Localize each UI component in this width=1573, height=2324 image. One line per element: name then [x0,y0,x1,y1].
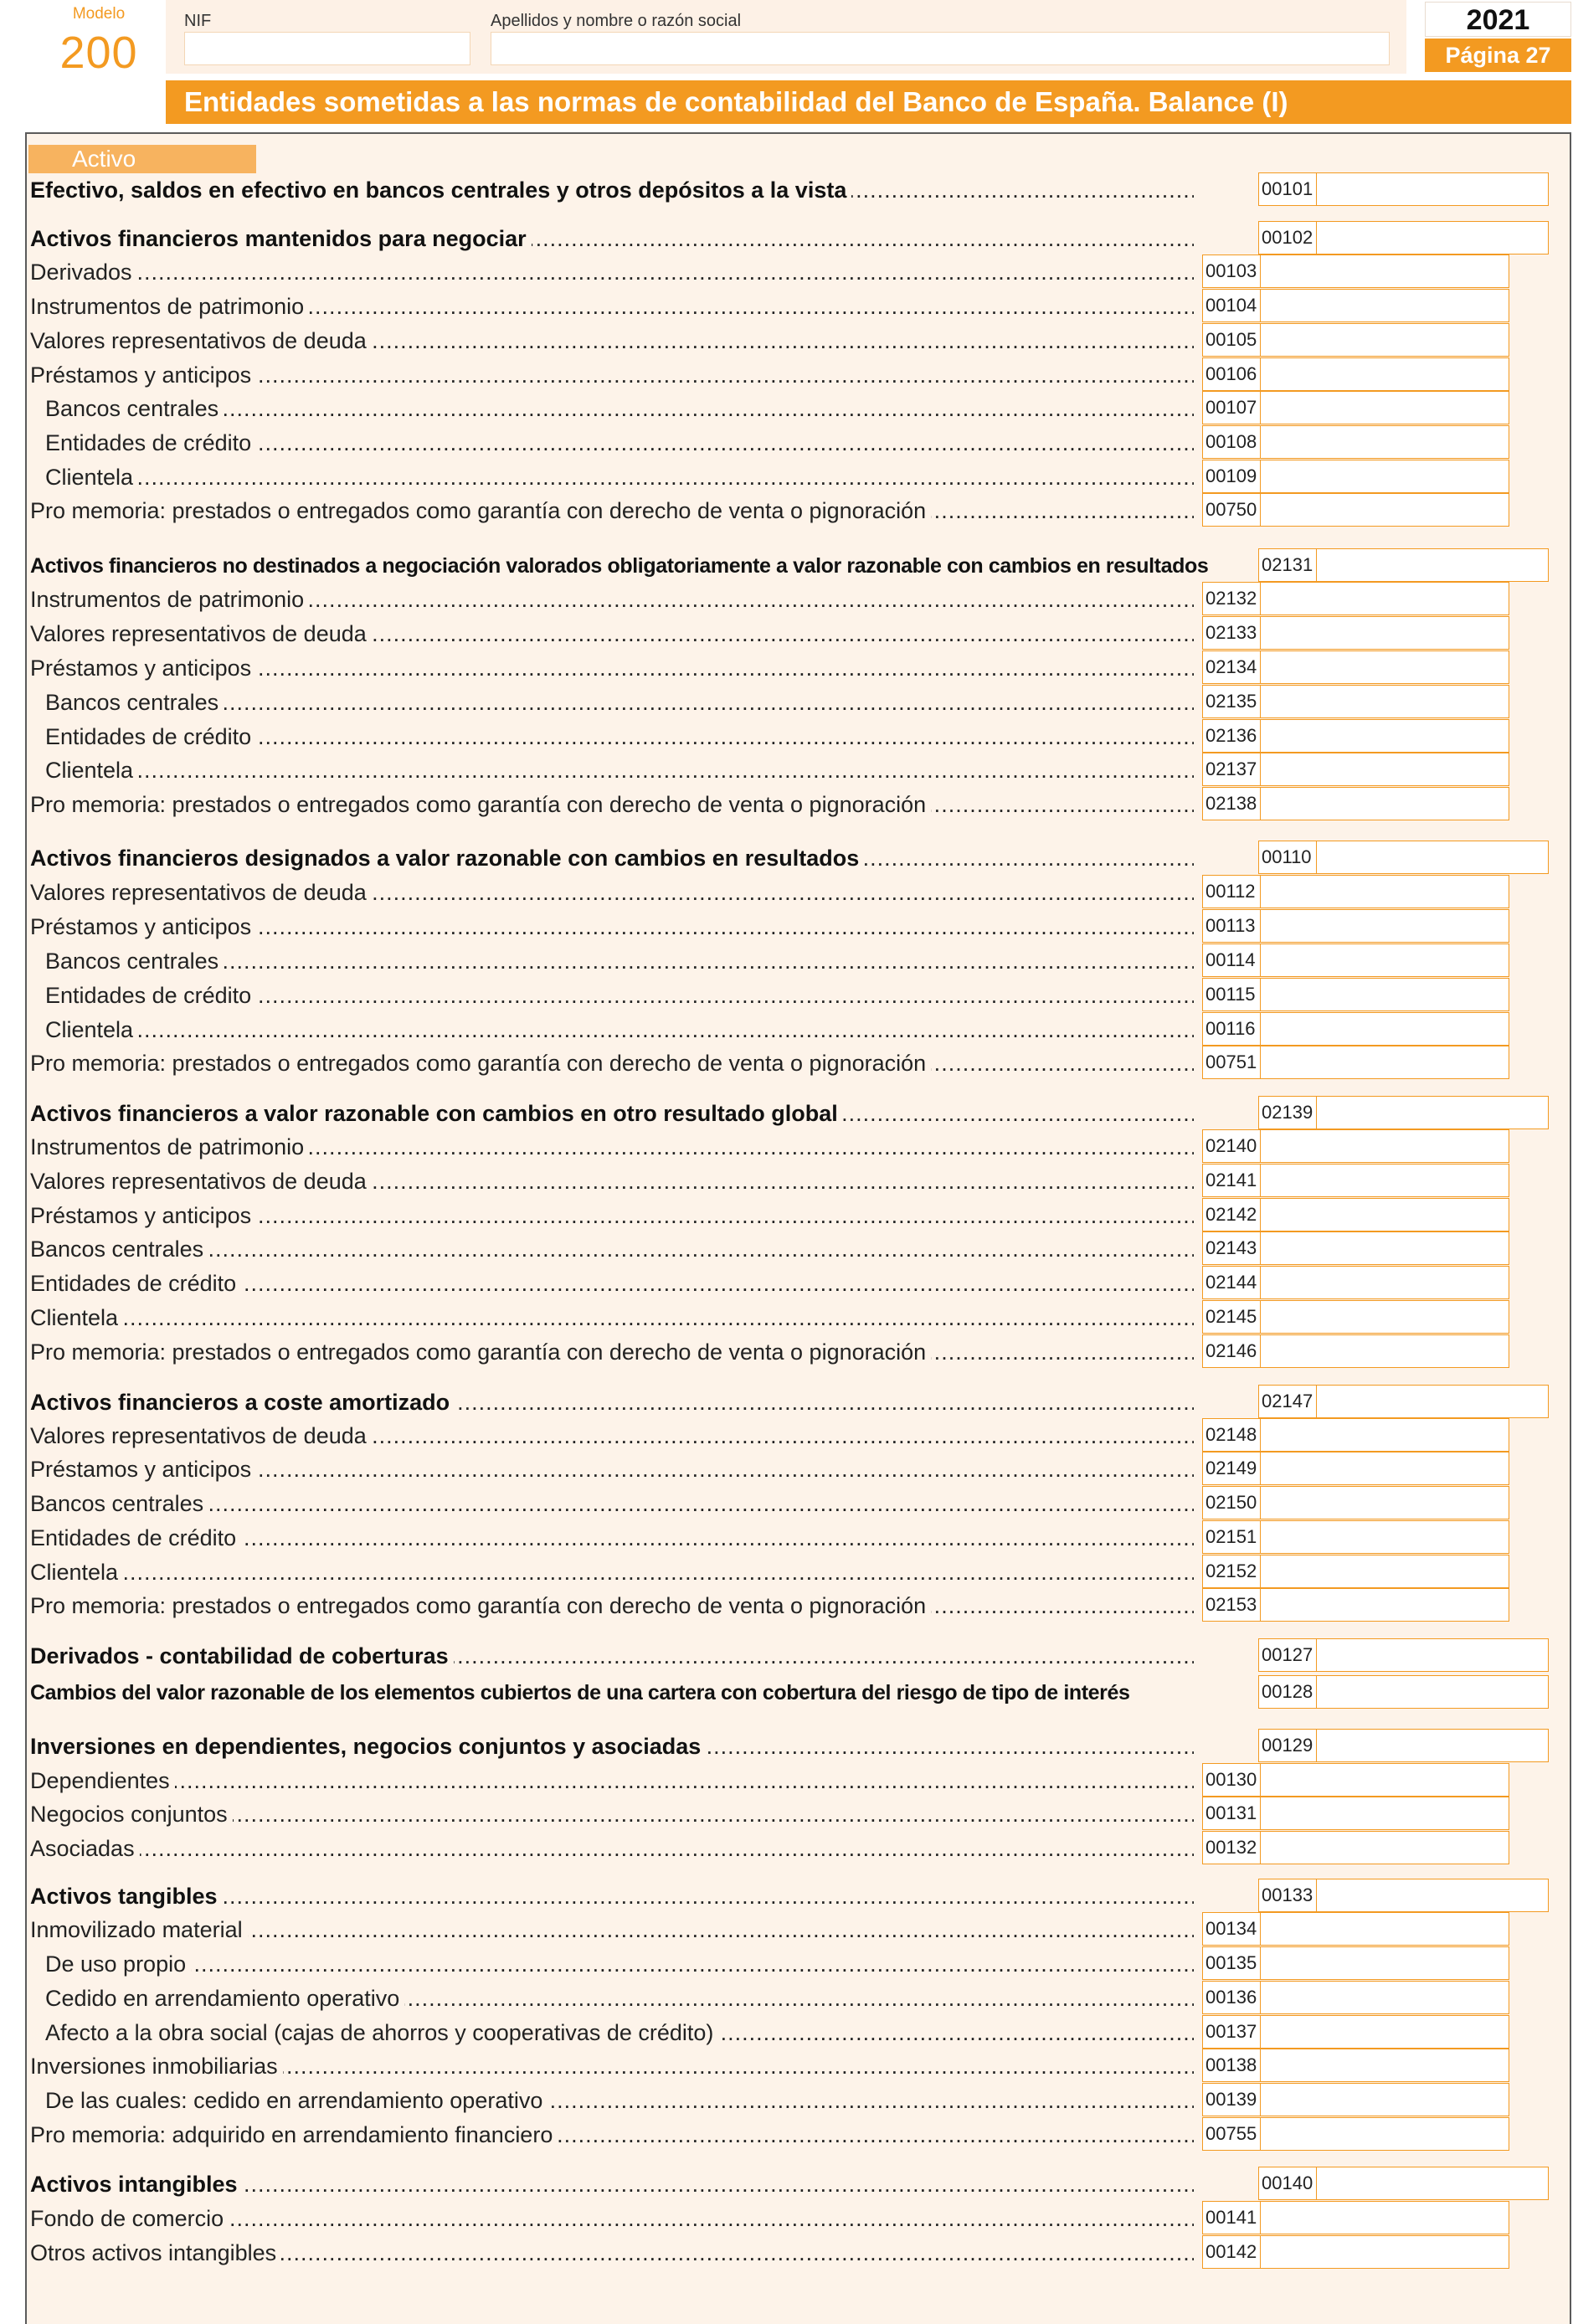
row-00139 [30,2083,1554,2116]
amount-field[interactable] [1316,1096,1549,1129]
row-00135 [30,1946,1554,1980]
box-code: 00751 [1202,1046,1261,1079]
box-code: 00116 [1202,1012,1261,1046]
row-label-text: Bancos centrales [30,396,224,421]
row-label [30,1390,1194,1415]
box-code: 00115 [1202,978,1261,1011]
amount-field[interactable] [1260,2117,1509,2151]
row-label-text: Valores representativos de deuda [30,880,372,905]
box-code: 02146 [1202,1334,1261,1368]
row-00101 [30,172,1554,206]
row-label-text: Préstamos y anticipos [30,1457,256,1482]
row-label [30,792,1194,817]
amount-field[interactable] [1260,323,1509,357]
box-code: 00129 [1258,1729,1317,1762]
row-02136 [30,719,1554,753]
row-label-text: Afecto a la obra social (cajas de ahorros y cooperativas de crédito) [30,2020,718,2045]
amount-field[interactable] [1260,1831,1509,1864]
row-label [30,1884,1194,1909]
row-label [30,758,1194,783]
row-label [30,880,1194,905]
row-label [30,498,1194,523]
row-label-text: Valores representativos de deuda [30,1169,372,1194]
row-label-text: Pro memoria: prestados o entregados como garantía con derecho de venta o pignoración [30,1339,931,1365]
row-label [30,846,1194,871]
box-code: 00135 [1202,1946,1261,1980]
row-label [30,1339,1194,1365]
row-label [30,690,1194,715]
section-tag-activo: Activo [28,145,256,173]
modelo-label: Modelo [72,5,126,23]
box-code: 00105 [1202,323,1261,357]
amount-field[interactable] [1260,1763,1509,1797]
row-label-text: Pro memoria: adquirido en arrendamiento financiero [30,2122,558,2147]
box-code: 02141 [1202,1164,1261,1197]
row-label-text: Valores representativos de deuda [30,621,372,646]
row-label [30,1305,1194,1330]
row-00134 [30,1912,1554,1946]
amount-field[interactable] [1260,1231,1509,1265]
box-code: 00137 [1202,2015,1261,2049]
row-label [30,1051,1194,1076]
amount-field[interactable] [1260,2201,1509,2234]
row-label-text: Pro memoria: prestados o entregados como garantía con derecho de venta o pignoración [30,1051,931,1076]
row-02151 [30,1520,1554,1554]
row-label [30,1951,1194,1977]
amount-field[interactable] [1260,425,1509,459]
row-label [30,2122,1194,2147]
row-label-text: Clientela [30,1560,123,1585]
amount-field[interactable] [1260,289,1509,322]
amount-field[interactable] [1260,1266,1509,1299]
row-label-text: De uso propio [30,1951,191,1977]
amount-field[interactable] [1260,1334,1509,1368]
row-label-text: Entidades de crédito [30,983,256,1008]
row-label [30,1560,1194,1585]
row-label-text: Valores representativos de deuda [30,1423,372,1448]
year-box: 2021 [1425,2,1571,37]
row-label [30,1643,1194,1668]
row-02153 [30,1588,1554,1622]
row-00129 [30,1729,1554,1762]
row-label-text: Pro memoria: prestados o entregados como garantía con derecho de venta o pignoración [30,792,931,817]
box-code: 00130 [1202,1763,1261,1797]
box-code: 02152 [1202,1555,1261,1588]
row-label [30,724,1194,749]
row-02138 [30,787,1554,820]
row-02141 [30,1164,1554,1197]
row-00127 [30,1638,1554,1672]
row-label [30,396,1194,421]
row-label-text: Derivados - contabilidad de coberturas [30,1643,454,1668]
amount-field[interactable] [1260,685,1509,718]
row-label [30,328,1194,353]
nif-label: NIF [184,12,212,30]
row-00142 [30,2235,1554,2269]
box-code: 00103 [1202,255,1261,288]
row-label-text: Activos financieros no destinados a negociación valorados obligatoriamente a valor razonable con cambios en resultados [30,554,1213,578]
row-label [30,2054,1194,2079]
row-00107 [30,391,1554,424]
row-label [30,1203,1194,1228]
row-label-text: Clientela [30,758,138,783]
row-label-text: Valores representativos de deuda [30,328,372,353]
amount-field[interactable] [1260,255,1509,288]
box-code: 00141 [1202,2201,1261,2234]
row-00138 [30,2049,1554,2082]
box-code: 00102 [1258,221,1317,255]
row-02132 [30,582,1554,615]
amount-field[interactable] [1260,1588,1509,1622]
name-field[interactable] [491,32,1390,65]
row-label-text: Dependientes [30,1768,175,1793]
row-00140 [30,2167,1554,2200]
row-label-text: Inversiones inmobiliarias [30,2054,283,2079]
amount-field[interactable] [1316,221,1549,255]
row-label [30,177,1194,203]
row-label-text: Instrumentos de patrimonio [30,1134,309,1159]
box-code: 02139 [1258,1096,1317,1129]
row-02145 [30,1300,1554,1334]
row-00116 [30,1012,1554,1046]
box-code: 00755 [1202,2117,1261,2151]
box-code: 02149 [1202,1452,1261,1485]
row-label-text: Activos tangibles [30,1884,223,1909]
row-02133 [30,616,1554,650]
row-label-text: Préstamos y anticipos [30,656,256,681]
amount-field[interactable] [1260,493,1509,527]
row-label [30,914,1194,939]
box-code: 00139 [1202,2083,1261,2116]
box-code: 00140 [1258,2167,1317,2200]
row-label-text: Fondo de comercio [30,2206,229,2231]
row-label-text: Entidades de crédito [30,430,256,455]
row-label [30,260,1194,285]
amount-field[interactable] [1260,1555,1509,1588]
amount-field[interactable] [1260,2049,1509,2082]
row-label [30,1423,1194,1448]
row-00137 [30,2015,1554,2049]
row-02144 [30,1266,1554,1299]
row-label-text: Asociadas [30,1836,140,1861]
identification-band [166,0,1406,74]
box-code: 00136 [1202,1981,1261,2014]
amount-field[interactable] [1260,1797,1509,1830]
row-label [30,983,1194,1008]
row-02148 [30,1418,1554,1452]
row-label-text: Bancos centrales [30,1237,208,1262]
row-label [30,1101,1194,1126]
box-code: 00142 [1202,2235,1261,2269]
row-label-text: Activos financieros a coste amortizado [30,1390,455,1415]
row-label-text: Entidades de crédito [30,724,256,749]
amount-field[interactable] [1260,1300,1509,1334]
amount-field[interactable] [1316,2167,1549,2200]
row-label [30,1593,1194,1618]
row-label-text: Activos financieros designados a valor razonable con cambios en resultados [30,846,864,871]
box-code: 02135 [1202,685,1261,718]
row-label [30,362,1194,388]
balance-panel [25,132,1571,2324]
row-label [30,2206,1194,2231]
box-code: 02153 [1202,1588,1261,1622]
row-label [30,2020,1194,2045]
row-00105 [30,323,1554,357]
box-code: 00110 [1258,841,1317,874]
box-code: 02151 [1202,1520,1261,1554]
amount-field[interactable] [1260,1046,1509,1079]
row-label [30,1802,1194,1827]
box-code: 00101 [1258,172,1317,206]
row-label [30,1017,1194,1042]
row-02152 [30,1555,1554,1588]
page-number: Página 27 [1425,39,1571,72]
row-00104 [30,289,1554,322]
amount-field[interactable] [1260,616,1509,650]
amount-field[interactable] [1260,357,1509,391]
row-02140 [30,1129,1554,1163]
modelo-number: 200 [59,28,138,78]
amount-field[interactable] [1260,1418,1509,1452]
box-code: 00138 [1202,2049,1261,2082]
row-00131 [30,1797,1554,1830]
nif-field[interactable] [184,32,470,65]
row-label [30,1768,1194,1793]
row-00106 [30,357,1554,391]
row-00108 [30,425,1554,459]
row-00132 [30,1831,1554,1864]
row-label [30,1271,1194,1296]
row-label-text: Inmovilizado material [30,1917,248,1942]
box-code: 00104 [1202,289,1261,322]
row-label-text: Activos intangibles [30,2172,243,2197]
row-label-text: Clientela [30,1305,123,1330]
amount-field[interactable] [1316,548,1549,582]
row-label [30,1237,1194,1262]
box-code: 00109 [1202,460,1261,493]
row-label [30,621,1194,646]
amount-field[interactable] [1260,1486,1509,1519]
amount-field[interactable] [1260,582,1509,615]
box-code: 00133 [1258,1879,1317,1912]
amount-field[interactable] [1260,978,1509,1011]
row-02131 [30,548,1554,582]
row-02139 [30,1096,1554,1129]
row-label [30,1734,1194,1759]
amount-field[interactable] [1260,650,1509,684]
amount-field[interactable] [1260,1452,1509,1485]
amount-field[interactable] [1260,1012,1509,1046]
row-label-text: Negocios conjuntos [30,1802,233,1827]
row-label-text: Bancos centrales [30,1491,208,1516]
box-code: 00132 [1202,1831,1261,1864]
amount-field[interactable] [1316,1638,1549,1672]
row-02137 [30,753,1554,786]
row-02143 [30,1231,1554,1265]
amount-field[interactable] [1260,1981,1509,2014]
row-00103 [30,255,1554,288]
box-code: 00106 [1202,357,1261,391]
row-label [30,1836,1194,1861]
amount-field[interactable] [1260,1164,1509,1197]
amount-field[interactable] [1316,1879,1549,1912]
box-code: 02150 [1202,1486,1261,1519]
box-code: 00134 [1202,1912,1261,1946]
box-code: 00131 [1202,1797,1261,1830]
row-label-text: Bancos centrales [30,690,224,715]
box-code: 02137 [1202,753,1261,786]
row-label [30,1680,1261,1705]
amount-field[interactable] [1260,1129,1509,1163]
amount-field[interactable] [1260,753,1509,786]
box-code: 02140 [1202,1129,1261,1163]
row-02134 [30,650,1554,684]
row-label [30,294,1194,319]
row-00128 [30,1675,1554,1709]
page-title: Entidades sometidas a las normas de contabilidad del Banco de España. Balance (I) [166,80,1571,124]
row-label [30,553,1261,578]
row-label-text: Activos financieros mantenidos para negociar [30,226,532,251]
box-code: 00108 [1202,425,1261,459]
row-02150 [30,1486,1554,1519]
box-code: 00112 [1202,875,1261,908]
row-02142 [30,1198,1554,1231]
row-label [30,2240,1194,2265]
row-label-text: Entidades de crédito [30,1525,241,1550]
row-00109 [30,460,1554,493]
row-02135 [30,685,1554,718]
box-code: 00128 [1258,1675,1317,1709]
amount-field[interactable] [1260,1912,1509,1946]
row-label [30,1457,1194,1482]
row-label-text: Derivados [30,260,137,285]
amount-field[interactable] [1316,1729,1549,1762]
box-code: 00113 [1202,909,1261,943]
box-code: 02134 [1202,650,1261,684]
row-label [30,587,1194,612]
row-label-text: Otros activos intangibles [30,2240,281,2265]
box-code: 00114 [1202,943,1261,977]
box-code: 02131 [1258,548,1317,582]
box-code: 02143 [1202,1231,1261,1265]
row-00115 [30,978,1554,1011]
amount-field[interactable] [1260,391,1509,424]
box-code: 02145 [1202,1300,1261,1334]
row-label-text: Cedido en arrendamiento operativo [30,1986,404,2011]
row-label-text: Préstamos y anticipos [30,1203,256,1228]
row-label [30,1491,1194,1516]
amount-field[interactable] [1316,1385,1549,1418]
row-label [30,949,1194,974]
amount-field[interactable] [1260,2015,1509,2049]
box-code: 00750 [1202,493,1261,527]
row-00110 [30,841,1554,874]
row-00130 [30,1763,1554,1797]
amount-field[interactable] [1316,841,1549,874]
amount-field[interactable] [1260,719,1509,753]
row-label-text: Pro memoria: prestados o entregados como garantía con derecho de venta o pignoración [30,498,931,523]
row-label [30,226,1194,251]
amount-field[interactable] [1316,172,1549,206]
row-00141 [30,2201,1554,2234]
row-label [30,1134,1194,1159]
row-00133 [30,1879,1554,1912]
box-code: 00127 [1258,1638,1317,1672]
row-label-text: Bancos centrales [30,949,224,974]
box-code: 02144 [1202,1266,1261,1299]
row-label [30,1525,1194,1550]
amount-field[interactable] [1260,1946,1509,1980]
amount-field[interactable] [1260,909,1509,943]
row-label [30,1917,1194,1942]
row-00114 [30,943,1554,977]
amount-field[interactable] [1260,2083,1509,2116]
box-code: 02147 [1258,1385,1317,1418]
row-label-text: Clientela [30,1017,138,1042]
name-label: Apellidos y nombre o razón social [491,12,742,30]
amount-field[interactable] [1316,1675,1549,1709]
row-00750 [30,493,1554,527]
amount-field[interactable] [1260,787,1509,820]
box-code: 02148 [1202,1418,1261,1452]
row-label [30,1169,1194,1194]
row-02149 [30,1452,1554,1485]
amount-field[interactable] [1260,943,1509,977]
row-00136 [30,1981,1554,2014]
row-label-text: Entidades de crédito [30,1271,241,1296]
modelo-block [28,5,169,78]
row-label-text: Pro memoria: prestados o entregados como garantía con derecho de venta o pignoración [30,1593,931,1618]
row-label-text: Préstamos y anticipos [30,362,256,388]
box-code: 02132 [1202,582,1261,615]
row-00755 [30,2117,1554,2151]
row-00751 [30,1046,1554,1079]
row-00102 [30,221,1554,255]
row-label-text: Cambios del valor razonable de los elementos cubiertos de una cartera con cobertura del riesgo de tipo de interés [30,1681,1135,1704]
row-label-text: Inversiones en dependientes, negocios conjuntos y asociadas [30,1734,706,1759]
box-code: 02136 [1202,719,1261,753]
row-label [30,2172,1194,2197]
row-00113 [30,909,1554,943]
row-02146 [30,1334,1554,1368]
box-code: 02142 [1202,1198,1261,1231]
row-label-text: Clientela [30,465,138,490]
row-02147 [30,1385,1554,1418]
row-label [30,2088,1194,2113]
amount-field[interactable] [1260,1198,1509,1231]
row-label-text: Préstamos y anticipos [30,914,256,939]
amount-field[interactable] [1260,1520,1509,1554]
box-code: 02133 [1202,616,1261,650]
row-label [30,1986,1194,2011]
row-label [30,465,1194,490]
box-code: 00107 [1202,391,1261,424]
row-label-text: Instrumentos de patrimonio [30,587,309,612]
amount-field[interactable] [1260,2235,1509,2269]
amount-field[interactable] [1260,460,1509,493]
row-label-text: Activos financieros a valor razonable con cambios en otro resultado global [30,1101,843,1126]
row-label-text: De las cuales: cedido en arrendamiento operativo [30,2088,547,2113]
row-label [30,430,1194,455]
amount-field[interactable] [1260,875,1509,908]
row-label-text: Efectivo, saldos en efectivo en bancos centrales y otros depósitos a la vista [30,177,851,203]
box-code: 02138 [1202,787,1261,820]
row-label [30,656,1194,681]
row-label-text: Instrumentos de patrimonio [30,294,309,319]
row-00112 [30,875,1554,908]
